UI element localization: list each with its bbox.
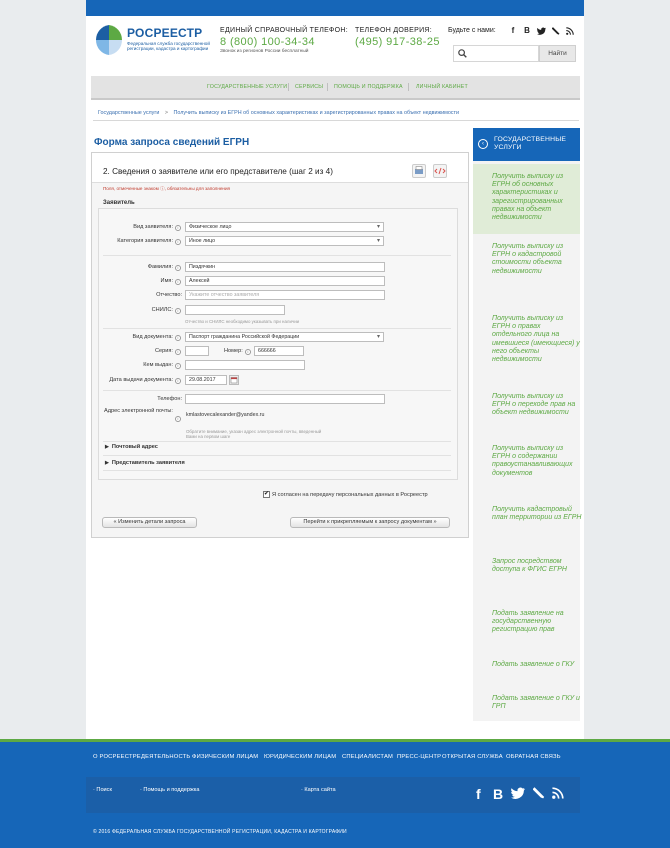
footer-facebook-icon[interactable]: f	[476, 786, 481, 802]
required-note: Поля, отмеченные знаком ⓘ, обязательны для заполнения	[103, 186, 231, 191]
footer-link-specialists[interactable]: СПЕЦИАЛИСТАМ	[342, 754, 394, 760]
required-icon: i	[175, 349, 181, 355]
triangle-right-icon: ▶	[105, 444, 109, 450]
nav-separator	[408, 83, 409, 91]
doc-type-label: Вид документа:	[132, 334, 173, 340]
vk-icon[interactable]: B	[524, 26, 530, 35]
divider	[103, 390, 451, 391]
required-icon: i	[175, 416, 181, 422]
brand-name[interactable]: РОСРЕЕСТР	[127, 26, 203, 40]
sidebar-title: ГОСУДАРСТВЕННЫЕ УСЛУГИ	[494, 136, 567, 151]
rosreestr-logo-icon[interactable]	[94, 23, 124, 57]
breadcrumb-root[interactable]: Государственные услуги	[98, 110, 160, 116]
footer-link-open[interactable]: ОТКРЫТАЯ СЛУЖБА	[442, 754, 503, 760]
divider	[103, 441, 451, 442]
phone1-note: Звонок из регионов России бесплатный	[220, 49, 309, 54]
triangle-right-icon: ▶	[105, 460, 109, 466]
postal-address-label: Почтовый адрес	[111, 444, 158, 450]
nav-separator	[327, 83, 328, 91]
footer-small-search[interactable]: · Поиск	[93, 787, 112, 793]
step-title: 2. Сведения о заявителе или его представителе (шаг 2 из 4)	[103, 167, 333, 176]
divider	[103, 255, 451, 256]
copyright: © 2016 ФЕДЕРАЛЬНАЯ СЛУЖБА ГОСУДАРСТВЕННОЙ РЕГИСТРАЦИИ, КАДАСТРА И КАРТОГРАФИИ	[93, 829, 347, 835]
required-icon: i	[175, 378, 181, 384]
surname-field[interactable]: Пиздячкин	[185, 262, 385, 272]
breadcrumb-separator: >	[164, 110, 169, 116]
footer-livejournal-icon[interactable]	[533, 786, 545, 802]
sidebar-item-gku-grp[interactable]: Подать заявление о ГКУ и ГРП	[492, 695, 580, 711]
issue-date-field[interactable]: 29.08.2017	[185, 375, 227, 385]
nav-item-cabinet[interactable]: ЛИЧНЫЙ КАБИНЕТ	[416, 84, 468, 90]
sidebar-item-person-rights[interactable]: Получить выписку из ЕГРН о правах отдельного лица на имевшиеся (имеющиеся) у него объекты недвижимости	[492, 315, 580, 364]
sidebar-item-rights-transfer[interactable]: Получить выписку из ЕГРН о переходе прав на объект недвижимости	[492, 393, 576, 417]
phone2-number: (495) 917-38-25	[355, 36, 440, 48]
consent-label: Я согласен на передачу персональных данных в Росреестр	[272, 492, 428, 498]
livejournal-icon[interactable]	[552, 27, 560, 35]
required-icon: i	[175, 225, 181, 231]
snils-hint: Отчество и СНИЛС необходимо указывать при наличии	[185, 319, 300, 324]
applicant-category-select[interactable]: Иное лицо ▾	[185, 236, 384, 246]
nav-item-help[interactable]: ПОМОЩЬ И ПОДДЕРЖКА	[334, 84, 403, 90]
sidebar-item-cadastral-plan[interactable]: Получить кадастровый план территории из ЕГРН	[492, 506, 582, 522]
footer-link-legal[interactable]: ЮРИДИЧЕСКИМ ЛИЦАМ	[264, 754, 337, 760]
applicant-type-select[interactable]: Физическое лицо ▾	[185, 222, 384, 232]
number-label: Номер:	[224, 348, 243, 354]
patronymic-field[interactable]: Укажите отчество заявителя	[185, 290, 385, 300]
calendar-icon[interactable]	[229, 375, 239, 385]
applicant-fieldset	[98, 208, 458, 480]
applicant-section-title: Заявитель	[103, 200, 135, 206]
required-icon: i	[175, 363, 181, 369]
sidebar-item-egrn-main[interactable]: Получить выписку из ЕГРН об основных характеристиках и зарегистрированных правах на объект недвижимости	[492, 173, 564, 222]
footer-small-search-label: Поиск	[96, 787, 112, 793]
nav-item-services[interactable]: СЕРВИСЫ	[295, 84, 324, 90]
patronymic-label: Отчество:	[156, 292, 182, 298]
nav-item-services-state[interactable]: ГОСУДАРСТВЕННЫЕ УСЛУГИ	[207, 84, 288, 90]
breadcrumb-divider	[93, 120, 579, 121]
sidebar-item-fgis-access[interactable]: Запрос посредством доступа к ФГИС ЕГРН	[492, 558, 567, 574]
search-icon	[458, 49, 467, 58]
applicant-type-label: Вид заявителя:	[133, 224, 173, 230]
footer-small-sitemap-label: Карта сайта	[304, 787, 336, 793]
xml-icon[interactable]	[433, 164, 447, 178]
search-button[interactable]: Найти	[539, 45, 576, 62]
footer-link-about[interactable]: О РОСРЕЕСТРЕ	[93, 754, 141, 760]
footer-rss-icon[interactable]	[552, 786, 564, 802]
series-label: Серия:	[155, 348, 173, 354]
sidebar-item-state-registration[interactable]: Подать заявление на государственную регистрацию прав	[492, 610, 564, 634]
footer-twitter-icon[interactable]	[511, 786, 525, 802]
footer-vk-icon[interactable]: B	[493, 786, 504, 802]
nav-separator	[288, 83, 289, 91]
footer-inner-panel	[86, 777, 580, 813]
footer-small-help[interactable]: · Помощь и поддержка	[140, 787, 200, 793]
phone1-label: ЕДИНЫЙ СПРАВОЧНЫЙ ТЕЛЕФОН:	[220, 27, 349, 34]
email-value: kmlastovecalexander@yandex.ru	[186, 412, 265, 418]
required-icon: i	[175, 265, 181, 271]
required-icon: i	[245, 349, 251, 355]
email-label: Адрес электронной почты:	[103, 408, 173, 414]
footer-small-sitemap[interactable]: · Карта сайта	[301, 787, 336, 793]
twitter-icon[interactable]	[537, 27, 545, 35]
print-icon[interactable]	[412, 164, 426, 178]
surname-label: Фамилия:	[147, 264, 173, 270]
sidebar-item-cadastral-cost[interactable]: Получить выписку из ЕГРН о кадастровой стоимости объекта недвижимости	[492, 243, 564, 275]
doc-type-select[interactable]: Паспорт гражданина Российской Федерации ▾	[185, 332, 384, 342]
footer-small-help-label: Помощь и поддержка	[143, 787, 200, 793]
series-field[interactable]	[185, 346, 209, 356]
chevron-left-icon[interactable]: ‹	[478, 139, 488, 149]
footer-link-feedback[interactable]: ОБРАТНАЯ СВЯЗЬ	[506, 754, 561, 760]
number-field[interactable]: 666666	[254, 346, 304, 356]
snils-label: СНИЛС:	[151, 307, 173, 313]
snils-field[interactable]	[185, 305, 285, 315]
phone-label: Телефон:	[157, 396, 182, 402]
name-field[interactable]: Алексей	[185, 276, 385, 286]
phone2-label: ТЕЛЕФОН ДОВЕРИЯ:	[355, 27, 432, 34]
breadcrumb-current: Получить выписку из ЕГРН об основных характеристиках и зарегистрированных правах на объект недвижимости	[173, 110, 459, 116]
required-icon: i	[175, 335, 181, 341]
representative-toggle[interactable]	[105, 460, 185, 466]
breadcrumb	[98, 110, 459, 116]
footer-link-press[interactable]: ПРЕСС-ЦЕНТР	[397, 754, 442, 760]
divider	[103, 455, 451, 456]
issued-by-label: Кем выдан:	[143, 362, 173, 368]
required-icon: i	[175, 279, 181, 285]
representative-label: Представитель заявителя	[111, 460, 185, 466]
footer-link-activity[interactable]: ДЕЯТЕЛЬНОСТЬ	[141, 754, 191, 760]
divider	[103, 470, 451, 471]
applicant-category-label: Категория заявителя:	[117, 238, 173, 244]
social-label: Будьте с нами:	[448, 27, 496, 34]
sidebar-item-gku[interactable]: Подать заявление о ГКУ	[492, 661, 575, 668]
email-hint: Обратите внимание, указан адрес электронной почты, введенный Вами на первом шаге	[186, 429, 322, 439]
name-label: Имя:	[160, 278, 173, 284]
footer-link-individuals[interactable]: ФИЗИЧЕСКИМ ЛИЦАМ	[192, 754, 259, 760]
back-button[interactable]: « Изменить детали запроса	[102, 517, 197, 528]
required-icon: i	[175, 308, 181, 314]
page-title: Форма запроса сведений ЕГРН	[94, 137, 250, 148]
next-button[interactable]: Перейти к прикрепляемым к запросу документам »	[290, 517, 450, 528]
consent-checkbox[interactable]: ✔	[264, 491, 270, 497]
issue-date-label: Дата выдачи документа:	[109, 377, 173, 383]
rss-icon[interactable]	[566, 27, 574, 35]
required-icon: i	[175, 239, 181, 245]
sidebar-item-title-documents[interactable]: Получить выписку из ЕГРН о содержании правоустанавливающих документов	[492, 445, 573, 477]
phone-field[interactable]	[185, 394, 385, 404]
phone1-number: 8 (800) 100-34-34	[220, 36, 315, 48]
divider	[103, 328, 451, 329]
issued-by-field[interactable]	[185, 360, 305, 370]
brand-subtitle: Федеральная служба государственной регистрации, кадастра и картографии	[127, 41, 210, 52]
postal-address-toggle[interactable]	[105, 444, 158, 450]
facebook-icon[interactable]: f	[511, 26, 515, 35]
top-bar	[86, 0, 584, 16]
